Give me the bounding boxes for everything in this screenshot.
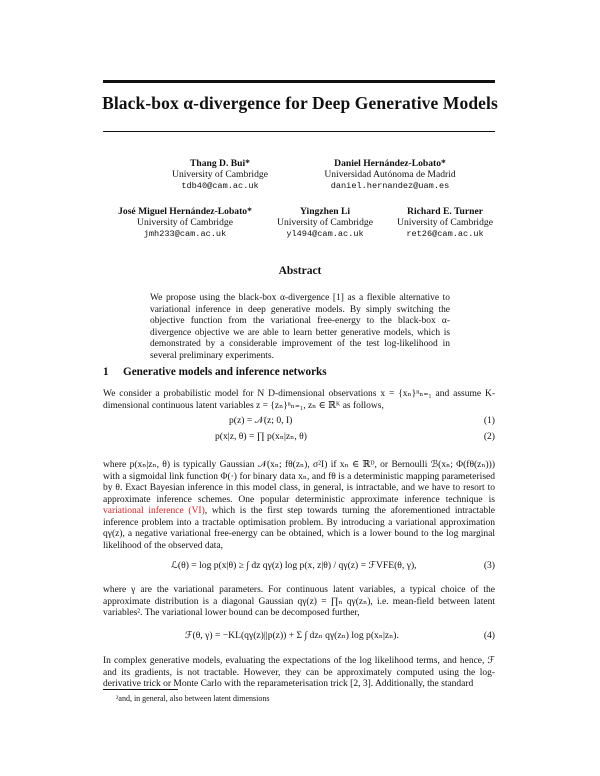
paragraph-model-text-b: , which is the first step towards turning the aforementioned intractable inference problem into a tractable optimisation problem. By introducing a variational approximation qγ(z), a negative variational free-energy can be obtained, which is a lower bound to the log marginal likelihood of the observed data, [103, 506, 495, 551]
author-name: Daniel Hernández-Lobato* [334, 158, 446, 169]
author-2 [290, 158, 490, 192]
section-heading [103, 366, 327, 378]
equation-1 [103, 415, 495, 429]
section-title: Generative models and inference networks [123, 366, 327, 378]
author-affiliation: University of Cambridge [397, 217, 493, 229]
abstract-text: We propose using the black-box α-divergence [1] as a flexible alternative to variational inference in deep generative models. By simply switching the objective function from the variational free-energy to the black-box α-divergence objective we are able to learn better generative models, which is demonstrated by a considerable improvement of the test log-likelihood in several preliminary experiments. [150, 293, 450, 361]
author-1 [130, 158, 310, 192]
author-affiliation: University of Cambridge [172, 169, 268, 181]
paragraph-model [103, 460, 495, 552]
equation-3-body: ℒ(θ) = log p(x|θ) ≥ ∫ dz qγ(z) log p(x, z|θ) / qγ(z) = ℱVFE(θ, γ), [171, 560, 417, 571]
paragraph-variational: where γ are the variational parameters. For continuous latent variables, a typical choice of the approximate distribution is a diagonal Gaussian qγ(z) = ∏ₙ qγ(zₙ), i.e. mean-field between latent variables². The variational lower bound can be decomposed further, [103, 585, 495, 619]
author-affiliation: University of Cambridge [277, 217, 373, 229]
author-name: Yingzhen Li [299, 206, 351, 217]
equation-2-number: (2) [483, 431, 495, 442]
author-email: jmh233@cam.ac.uk [143, 228, 227, 239]
abstract-heading: Abstract [278, 265, 322, 277]
author-name: Richard E. Turner [407, 206, 483, 217]
title-rule-top [103, 80, 495, 83]
author-email: tdb40@cam.ac.uk [181, 180, 259, 191]
equation-3-number: (3) [483, 560, 495, 571]
equation-2 [103, 431, 495, 445]
author-4 [255, 206, 395, 240]
author-affiliation: University of Cambridge [137, 217, 233, 229]
paragraph-complex-models: In complex generative models, evaluating the expectations of the log likelihood terms, and hence, ℱ and its gradients, is not tractable. However, they can be approximately computed using the log-derivative trick or Monte Carlo with the reparameterisation trick [2, 3]. Additionally, the standard [103, 656, 495, 690]
author-email: yl494@cam.ac.uk [286, 228, 364, 239]
equation-4 [103, 630, 495, 644]
author-5 [375, 206, 515, 240]
paragraph-model-text-a: where p(xₙ|zₙ, θ) is typically Gaussian 𝒩(xₙ; fθ(zₙ), σ²I) if xₙ ∈ ℝᴰ, or Bernoulli ℬ(xₙ; Φ(fθ(zₙ))) with a sigmoidal link function Φ(·) for binary data xₙ, and fθ is a deterministic mapping parameterised by θ. Exact Bayesian inference in this model class, in general, is intractable, and we have to resort to approximate inference schemes. One popular deterministic approximate inference technique is [103, 460, 495, 505]
equation-1-body: p(z) = 𝒩(z; 0, I) [229, 415, 293, 426]
author-email: ret26@cam.ac.uk [406, 228, 484, 239]
author-3 [95, 206, 275, 240]
author-name: José Miguel Hernández-Lobato* [118, 206, 252, 217]
equation-3 [103, 560, 495, 574]
equation-2-body: p(x|z, θ) = ∏ p(xₙ|zₙ, θ) [215, 431, 307, 442]
footnote: ²and, in general, also between latent dimensions [116, 694, 270, 703]
vi-link[interactable]: variational inference (VI) [103, 506, 205, 517]
footnote-rule [103, 689, 178, 690]
section-number: 1 [103, 366, 109, 378]
author-affiliation: Universidad Autónoma de Madrid [324, 169, 456, 181]
author-name: Thang D. Bui* [190, 158, 250, 169]
author-email: daniel.hernandez@uam.es [330, 180, 450, 191]
equation-1-number: (1) [483, 415, 495, 426]
equation-4-number: (4) [483, 630, 495, 641]
paragraph-intro: We consider a probabilistic model for N D-dimensional observations x = {xₙ}ⁿₙ₌₁ and assume K-dimensional continuous latent variables z = {zₙ}ⁿₙ₌₁, zₙ ∈ ℝᴷ as follows, [103, 389, 495, 411]
equation-4-body: ℱ(θ, γ) = −KL(qγ(z)||p(z)) + Σ ∫ dzₙ qγ(zₙ) log p(xₙ|zₙ). [185, 630, 399, 641]
paper-title: Black-box α-divergence for Deep Generative Models [102, 93, 498, 113]
title-rule-bottom [103, 131, 495, 132]
